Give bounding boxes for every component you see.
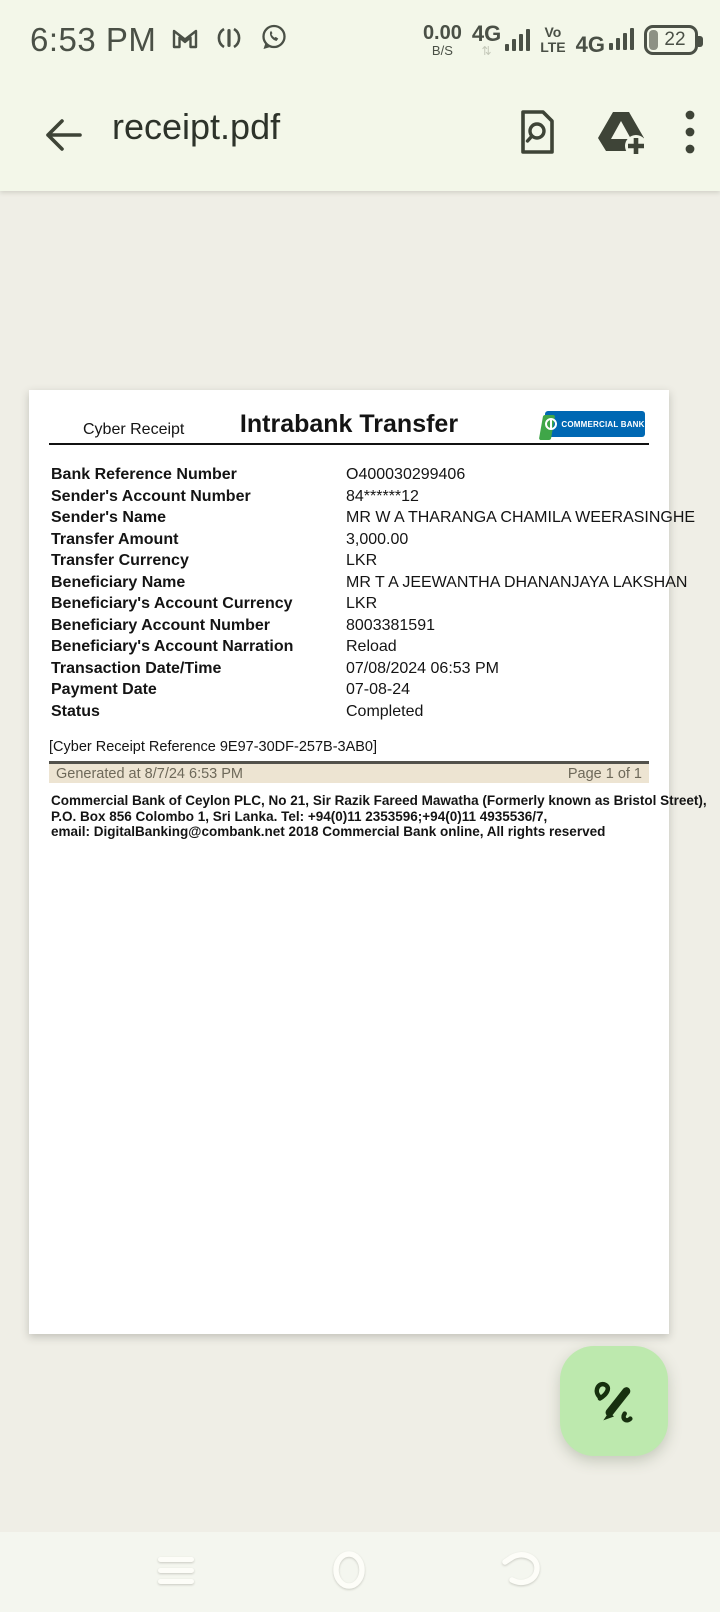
field-value: 84******12 [346, 487, 419, 505]
table-row [29, 660, 669, 682]
field-label: Sender's Account Number [51, 487, 251, 505]
pdf-viewer-canvas[interactable] [0, 191, 720, 1532]
field-label: Bank Reference Number [51, 466, 237, 483]
commercial-bank-logo: COMMERCIAL BANK [545, 411, 645, 437]
field-value: Completed [346, 702, 424, 720]
table-row [29, 617, 669, 639]
stylus-note-icon [587, 1372, 641, 1431]
find-in-document-icon [514, 144, 560, 161]
field-label: Beneficiary Account Number [51, 616, 271, 634]
table-row [29, 552, 669, 574]
table-row [29, 509, 696, 531]
table-row [29, 703, 669, 725]
add-to-drive-icon [596, 143, 648, 160]
generated-bar [49, 761, 649, 783]
field-value: 3,000.00 [346, 530, 409, 548]
sim1-signal: 4G ⇅ [472, 23, 530, 57]
receipt-footer [51, 793, 707, 840]
field-value: LKR [346, 552, 378, 569]
clock: 6:53 PM [30, 21, 157, 58]
field-label: Transfer Amount [51, 530, 179, 548]
signal-bars-icon [608, 25, 634, 56]
receipt-title: Intrabank Transfer [239, 410, 459, 438]
add-to-drive-button[interactable] [596, 108, 648, 161]
back-icon [501, 1550, 543, 1595]
battery-percent: 22 [664, 29, 686, 50]
page-indicator: Page 1 of 1 [567, 765, 642, 782]
table-row [29, 681, 669, 703]
table-row [29, 488, 669, 510]
document-title: receipt.pdf [112, 106, 281, 147]
home-icon [329, 1548, 369, 1597]
field-label: Transaction Date/Time [51, 659, 222, 677]
gmail-icon [170, 23, 200, 58]
field-label: Beneficiary Name [51, 573, 186, 591]
field-label: Transfer Currency [51, 552, 189, 569]
app-bar-actions [514, 104, 696, 164]
back-nav-button[interactable] [482, 1532, 562, 1612]
status-bar [0, 0, 720, 80]
battery-icon [644, 25, 698, 55]
annotate-fab[interactable] [560, 1346, 668, 1456]
generated-at-text: Generated at 8/7/24 6:53 PM [56, 765, 244, 782]
table-row [29, 466, 669, 488]
field-value: 07-08-24 [346, 681, 411, 698]
field-value: MR W A THARANGA CHAMILA WEERASINGHE [346, 509, 696, 526]
field-label: Beneficiary's Account Narration [51, 638, 294, 655]
pdf-page [29, 390, 707, 1334]
volte-indicator: Vo LTE [540, 24, 566, 55]
overflow-menu-button[interactable] [684, 109, 696, 160]
header-divider [49, 443, 649, 445]
recents-icon [156, 1550, 196, 1595]
field-label: Payment Date [51, 681, 157, 698]
network-speed-indicator: 0.00 B/S [422, 22, 462, 58]
back-button[interactable] [38, 110, 88, 160]
home-button[interactable] [309, 1532, 389, 1612]
data-usage-icon [214, 23, 244, 58]
footer-line: email: DigitalBanking@combank.net 2018 Commercial Bank online, All rights reserved [51, 824, 606, 839]
status-left-cluster [30, 0, 289, 80]
table-row [29, 638, 669, 660]
signal-bars-icon [504, 26, 530, 57]
cyber-receipt-label: Cyber Receipt [83, 421, 185, 438]
receipt-fields [29, 466, 696, 724]
table-row [29, 573, 688, 596]
field-value: O400030299406 [346, 466, 466, 483]
field-label: Sender's Name [51, 509, 166, 526]
back-arrow-icon [38, 147, 88, 164]
field-value: 07/08/2024 06:53 PM [346, 659, 500, 677]
find-in-document-button[interactable] [514, 107, 560, 162]
field-value: Reload [346, 638, 397, 655]
table-row [29, 531, 669, 553]
cyber-receipt-reference: [Cyber Receipt Reference 9E97-30DF-257B-3AB0] [49, 739, 378, 755]
data-arrows-icon: ⇅ [481, 44, 492, 58]
whatsapp-icon [258, 22, 289, 58]
bank-logo-icon [545, 418, 557, 430]
field-value: 8003381591 [346, 616, 435, 634]
overflow-menu-icon [684, 142, 696, 159]
field-label: Status [51, 702, 100, 720]
footer-line: Commercial Bank of Ceylon PLC, No 21, Sir Razik Fareed Mawatha (Formerly known as Bristol Street), [51, 793, 707, 808]
navigation-bar [0, 1532, 720, 1612]
app-bar [0, 80, 720, 191]
field-value: MR T A JEEWANTHA DHANANJAYA LAKSHAN [346, 573, 688, 591]
field-label: Beneficiary's Account Currency [51, 595, 293, 612]
sim2-signal: 4G [576, 25, 634, 56]
status-right-cluster [423, 0, 698, 80]
footer-line: P.O. Box 856 Colombo 1, Sri Lanka. Tel: +94(0)11 2353596;+94(0)11 4935536/7, [51, 808, 548, 824]
table-row [29, 595, 669, 617]
recents-button[interactable] [136, 1532, 216, 1612]
field-value: LKR [346, 595, 378, 612]
